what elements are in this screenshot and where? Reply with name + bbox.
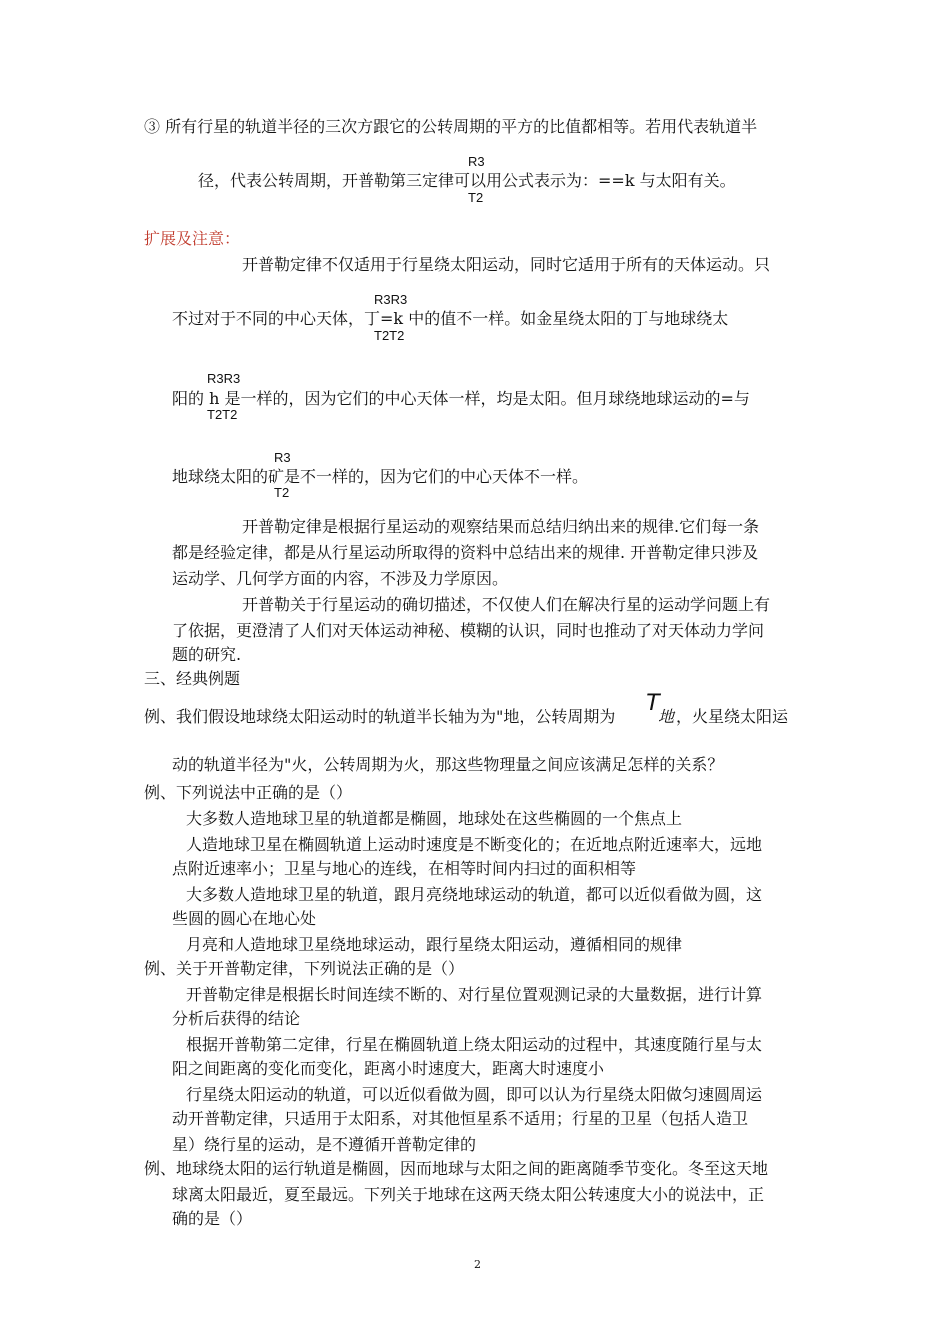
page-number: 2 <box>474 1258 481 1271</box>
extension-p3-line1: 开普勒关于行星运动的确切描述，不仅使人们在解决行星的运动学问题上有 <box>242 595 771 614</box>
extension-p1-line1: 开普勒定律不仅适用于行星绕太阳运动，同时它适用于所有的天体运动。只 <box>242 255 771 274</box>
fraction1-denominator: T2T2 <box>374 328 405 343</box>
example1-line2: 动的轨道半径为"火，公转周期为火，那这些物理量之间应该满足怎样的关系？ <box>172 755 724 774</box>
example3-option-line: 星）绕行星的运动，是不遵循开普勒定律的 <box>172 1135 477 1154</box>
fraction2-denominator: T2T2 <box>207 407 238 422</box>
example3-stem: 例、关于开普勒定律，下列说法正确的是（） <box>144 959 465 978</box>
example3-option-line: 动开普勒定律，只适用于太阳系，对其他恒星系不适用；行星的卫星（包括人造卫 <box>172 1109 749 1128</box>
fraction1-numerator: R3R3 <box>374 292 408 307</box>
kepler-third-line2: 径，代表公转周期，开普勒第三定律可以用公式表示为：==k 与太阳有关。 <box>198 171 736 190</box>
example3-option-line: 分析后获得的结论 <box>172 1009 301 1028</box>
section-title: 三、经典例题 <box>144 669 241 688</box>
extension-p3-line2: 了依据，更澄清了人们对天体运动神秘、模糊的认识，同时也推动了对天体动力学问 <box>172 621 765 640</box>
extension-p1-line3: 阳的 h 是一样的，因为它们的中心天体一样，均是太阳。但月球绕地球运动的=与 <box>172 389 750 408</box>
example4-line2: 球离太阳最近，夏至最远。下列关于地球在这两天绕太阳公转速度大小的说法中，正 <box>172 1185 765 1204</box>
fraction2-numerator: R3R3 <box>207 371 241 386</box>
example4-line3: 确的是（） <box>172 1209 253 1228</box>
fraction3-numerator: R3 <box>274 450 291 465</box>
extension-heading: 扩展及注意： <box>144 229 241 248</box>
example2-option-line: 些圆的圆心在地心处 <box>172 909 317 928</box>
example3-option-line: 阳之间距离的变化而变化，距离小时速度大，距离大时速度小 <box>172 1059 605 1078</box>
extension-p2-line1: 开普勒定律是根据行星运动的观察结果而总结归纳出来的规律.它们每一条 <box>242 517 760 536</box>
period-symbol-subscript: 地 <box>658 707 675 726</box>
example2-stem: 例、下列说法中正确的是（） <box>144 783 353 802</box>
extension-p2-line3: 运动学、几何学方面的内容，不涉及力学原因。 <box>172 569 509 588</box>
example2-option-line: 大多数人造地球卫星的轨道，跟月亮绕地球运动的轨道，都可以近似看做为圆，这 <box>186 885 763 904</box>
example2-option-line: 月亮和人造地球卫星绕地球运动，跟行星绕太阳运动，遵循相同的规律 <box>186 935 683 954</box>
example3-option-line: 行星绕太阳运动的轨道，可以近似看做为圆，即可以认为行星绕太阳做匀速圆周运 <box>186 1085 763 1104</box>
kepler-third-denominator: T2 <box>468 190 484 205</box>
example3-option-line: 开普勒定律是根据长时间连续不断的、对行星位置观测记录的大量数据，进行计算 <box>186 985 763 1004</box>
example1-line1-tail: ，火星绕太阳运 <box>676 707 789 726</box>
example3-option-line: 根据开普勒第二定律，行星在椭圆轨道上绕太阳运动的过程中，其速度随行星与太 <box>186 1035 763 1054</box>
example2-option-line: 人造地球卫星在椭圆轨道上运动时速度是不断变化的；在近地点附近速率大，远地 <box>186 835 763 854</box>
kepler-third-line1: ③ 所有行星的轨道半径的三次方跟它的公转周期的平方的比值都相等。若用代表轨道半 <box>144 117 758 136</box>
example1-line1: 例、我们假设地球绕太阳运动时的轨道半长轴为为"地，公转周期为 <box>144 707 616 726</box>
extension-p2-line2: 都是经验定律，都是从行星运动所取得的资料中总结出来的规律. 开普勒定律只涉及 <box>172 543 759 562</box>
example4-line1: 例、地球绕太阳的运行轨道是椭圆，因而地球与太阳之间的距离随季节变化。冬至这天地 <box>144 1159 769 1178</box>
period-symbol-T: T <box>645 689 660 716</box>
kepler-third-numerator: R3 <box>468 154 485 169</box>
example2-option-line: 大多数人造地球卫星的轨道都是椭圆，地球处在这些椭圆的一个焦点上 <box>186 809 683 828</box>
extension-p3-line3: 题的研究. <box>172 645 242 664</box>
extension-p1-line4: 地球绕太阳的矿是不一样的，因为它们的中心天体不一样。 <box>172 467 589 486</box>
fraction3-denominator: T2 <box>274 485 290 500</box>
example2-option-line: 点附近速率小；卫星与地心的连线，在相等时间内扫过的面积相等 <box>172 859 637 878</box>
extension-p1-line2: 不过对于不同的中心天体，丁=k 中的值不一样。如金星绕太阳的丁与地球绕太 <box>172 309 729 328</box>
